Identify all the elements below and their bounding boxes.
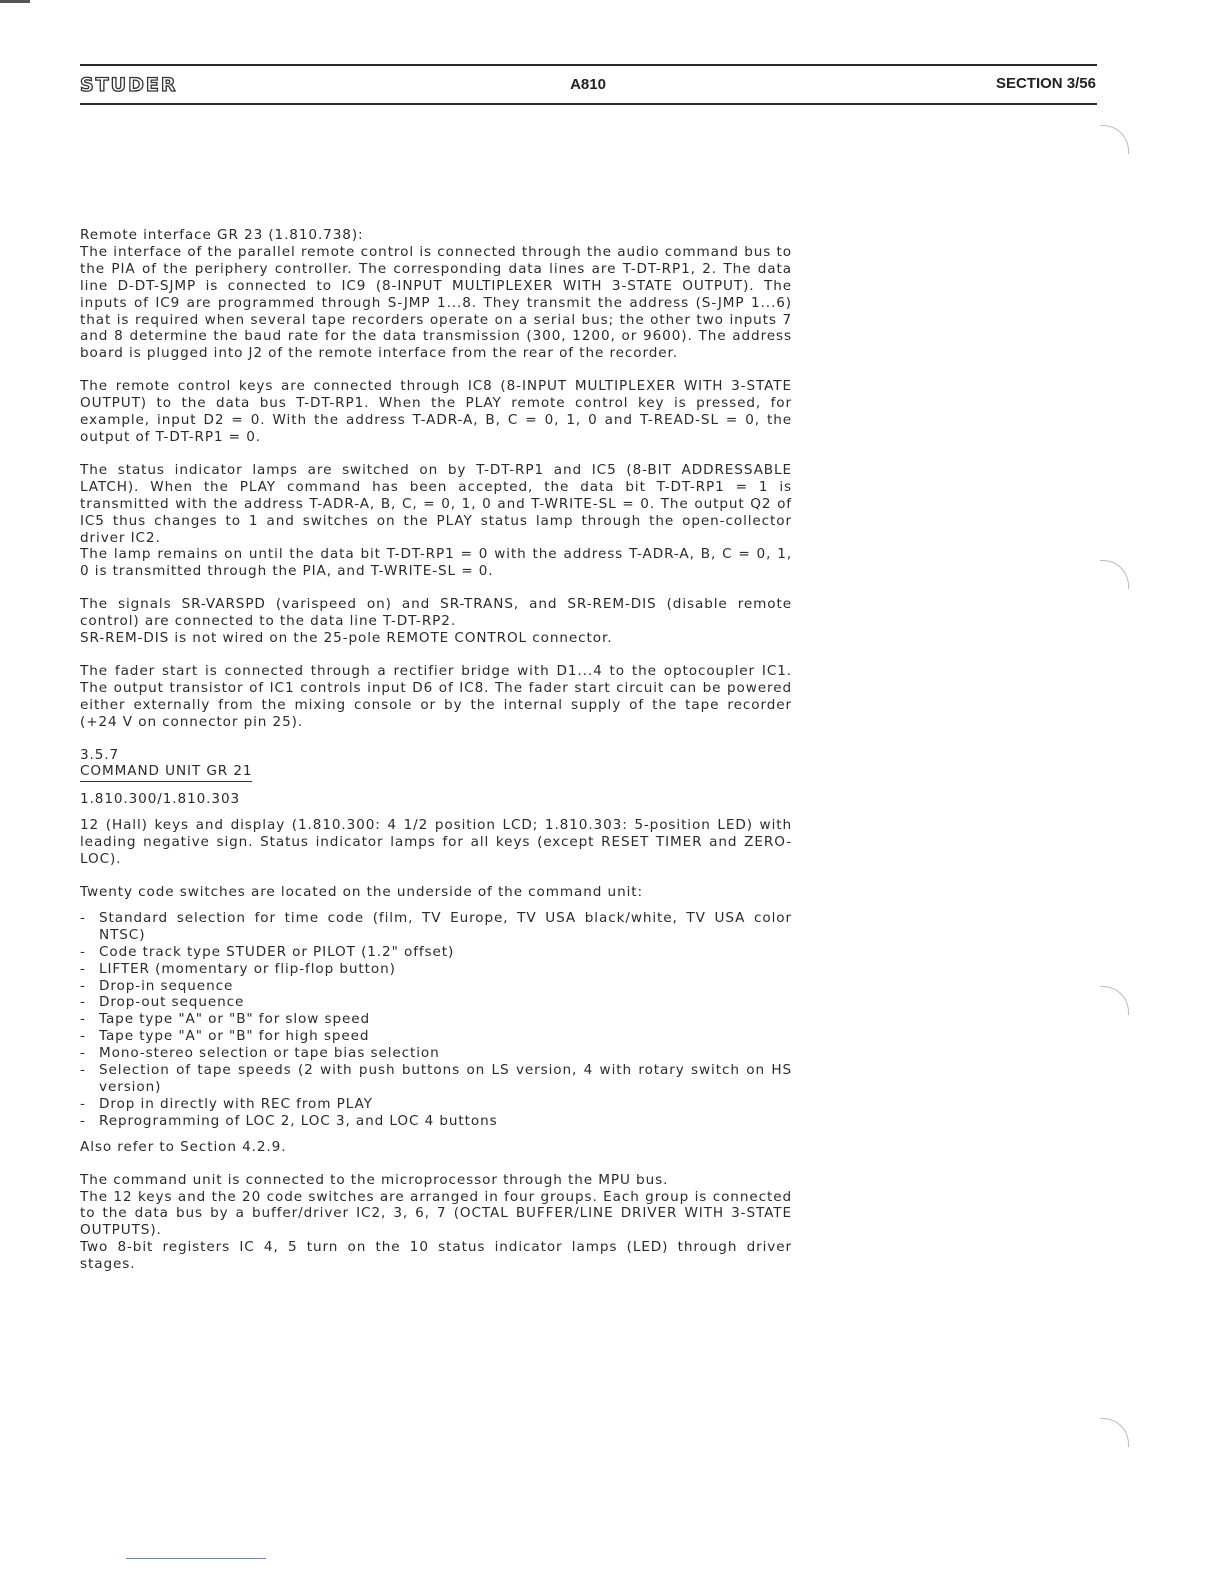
binder-mark xyxy=(1100,125,1129,154)
header-rule-bottom xyxy=(80,103,1097,105)
remote-interface-para-1: The interface of the parallel remote control is connected through the audio command bus to the PIA of the periphery controller. The corresponding data lines are T-DT-RP1, 2. The data line D-DT-SJMP is connected to IC9 (8-INPUT MULTIPLEXER WITH 3-STATE OUTPUT). The inputs of IC9 are programmed through S-JMP 1...8. They transmit the address (S-JMP 1...6) that is required when several tape recorders operate on a serial bus; the other two inputs 7 and 8 determine the baud rate for the data transmission (300, 1200, or 9600). The address board is plugged into J2 of the remote interface from the rear of the recorder. xyxy=(80,243,792,362)
list-item: - Code track type STUDER or PILOT (1.2" offset) xyxy=(80,944,792,961)
command-unit-part-numbers: 1.810.300/1.810.303 xyxy=(80,791,241,808)
section-reference: Also refer to Section 4.2.9. xyxy=(80,1138,287,1155)
studer-logo: STUDER xyxy=(80,74,178,96)
list-item: - Drop-in sequence xyxy=(80,978,792,995)
remote-interface-para-2: The remote control keys are connected through IC8 (8-INPUT MULTIPLEXER WITH 3-STATE OUTPUT) to the data bus T-DT-RP1. When the PLAY remote control key is pressed, for example, input D2 = 0. With the address T-ADR-A, B, C = 0, 1, 0 and T-READ-SL = 0, the output of T-DT-RP1 = 0. xyxy=(80,378,792,445)
command-unit-para-mpu-1: The command unit is connected to the microprocessor through the MPU bus. xyxy=(80,1171,669,1188)
command-unit-keys-desc: 12 (Hall) keys and display (1.810.300: 4 1/2 position LCD; 1.810.303: 5-position LED) with leading negative sign. Status indicator lamps for all keys (except RESET TIMER and ZERO-LOC). xyxy=(80,817,792,868)
command-unit-title: COMMAND UNIT GR 21 xyxy=(80,763,252,782)
section-number: SECTION 3/56 xyxy=(995,75,1096,92)
bottom-scan-line xyxy=(126,1558,266,1559)
remote-interface-para-3b: The lamp remains on until the data bit T-DT-RP1 = 0 with the address T-ADR-A, B, C = 0, 1, 0 is transmitted through the PIA, and T-WRITE-SL = 0. xyxy=(80,546,792,580)
list-item: - Tape type "A" or "B" for slow speed xyxy=(80,1011,792,1028)
page-body xyxy=(80,227,792,1273)
remote-interface-title: Remote interface GR 23 (1.810.738): xyxy=(80,227,364,243)
remote-interface-para-5: The fader start is connected through a rectifier bridge with D1...4 to the optocoupler IC1. The output transistor of IC1 controls input D6 of IC8. The fader start circuit can be powered either externally from the mixing console or by the internal supply of the tape recorder (+24 V on connector pin 25). xyxy=(80,662,792,730)
model-name: A810 xyxy=(570,76,606,93)
binder-mark xyxy=(1100,560,1129,589)
binder-mark xyxy=(1100,986,1129,1015)
list-item: - Drop-out sequence xyxy=(80,994,792,1011)
list-item: - Reprogramming of LOC 2, LOC 3, and LOC 4 buttons xyxy=(80,1113,792,1130)
remote-interface-para-3: The status indicator lamps are switched on by T-DT-RP1 and IC5 (8-BIT ADDRESSABLE LATCH). When the PLAY command has been accepted, the data bit T-DT-RP1 = 1 is transmitted with the address T-ADR-A, B, C, = 0, 1, 0 and T-WRITE-SL = 0. The output Q2 of IC5 thus changes to 1 and switches on the PLAY status lamp through the open-collector driver IC2. xyxy=(80,461,792,546)
list-item: - Tape type "A" or "B" for high speed xyxy=(80,1028,792,1045)
remote-interface-para-4b: SR-REM-DIS is not wired on the 25-pole REMOTE CONTROL connector. xyxy=(80,630,613,647)
list-item: - Selection of tape speeds (2 with push buttons on LS version, 4 with rotary switch on HS version) xyxy=(80,1062,792,1096)
list-item: - Drop in directly with REC from PLAY xyxy=(80,1096,792,1113)
command-unit-para-mpu-3: Two 8-bit registers IC 4, 5 turn on the 10 status indicator lamps (LED) through driver stages. xyxy=(80,1239,792,1273)
list-item: - Mono-stereo selection or tape bias selection xyxy=(80,1045,792,1062)
code-switches-list xyxy=(80,910,792,1130)
list-item: - Standard selection for time code (film, TV Europe, TV USA black/white, TV USA color NTSC) xyxy=(80,910,792,944)
command-unit-section-number: 3.5.7 xyxy=(80,746,120,763)
code-switches-intro: Twenty code switches are located on the underside of the command unit: xyxy=(80,884,643,900)
binder-mark xyxy=(1100,1418,1129,1447)
scan-mark xyxy=(0,0,30,3)
list-item: - LIFTER (momentary or flip-flop button) xyxy=(80,961,792,978)
header-rule-top xyxy=(80,64,1097,66)
remote-interface-para-4: The signals SR-VARSPD (varispeed on) and SR-TRANS, and SR-REM-DIS (disable remote control) are connected to the data line T-DT-RP2. xyxy=(80,596,792,630)
command-unit-para-mpu-2: The 12 keys and the 20 code switches are arranged in four groups. Each group is connected to the data bus by a buffer/driver IC2, 3, 6, 7 (OCTAL BUFFER/LINE DRIVER WITH 3-STATE OUTPUTS). xyxy=(80,1188,792,1239)
